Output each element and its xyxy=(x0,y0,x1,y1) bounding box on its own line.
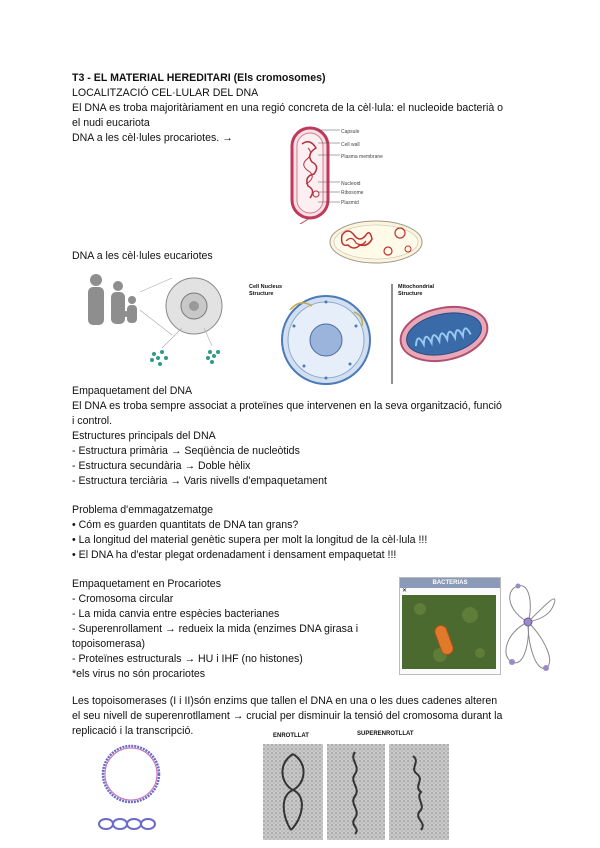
label-mitochondrial: Mitochondrial xyxy=(398,284,435,290)
packaging-heading: Empaquetament del DNA xyxy=(72,385,193,397)
intro-line-1: El DNA es troba majoritàriament en una regió concreta de la cèl·lula: el nucleoide bacterià o xyxy=(72,102,504,114)
prok-packaging-heading: Empaquetament en Procariotes xyxy=(72,578,221,590)
label-plasmid: Plasmid xyxy=(341,199,359,206)
circular-dna-diagram xyxy=(96,742,166,842)
storage-item-2: • La longitud del material genètic supera per molt la longitud de la cèl·lula !!! xyxy=(72,534,428,546)
topo-line-2: el seu nivell de superenrotllament → crucial per disminuir la tensió del cromosoma durant la xyxy=(72,710,503,722)
bacterium-cross-section xyxy=(328,219,424,265)
topo-line-3: replicació i la transcripció. xyxy=(72,725,194,737)
bacteria-figure xyxy=(399,577,501,675)
mitochondrion-diagram xyxy=(398,300,490,368)
bacteria-photo xyxy=(400,595,498,671)
bacteria-figure-title: BACTERIAS xyxy=(400,578,500,588)
page-title: T3 - EL MATERIAL HEREDITARI (Els cromosomes) xyxy=(72,72,326,84)
label-enrotllat: ENROTLLAT xyxy=(273,733,309,739)
structure-tertiary: - Estructura terciària → Varis nivells d'empaquetament xyxy=(72,475,327,487)
bacterium-labels xyxy=(341,126,383,209)
mitochondrial-structure-label xyxy=(398,284,434,298)
close-icon: ✕ xyxy=(402,588,408,594)
label-capsule: Capsule xyxy=(341,129,360,135)
label-structure-2: Structure xyxy=(398,291,423,297)
prok-item-2: - La mida canvia entre espècies bacterianes xyxy=(72,608,280,620)
label-structure-1: Structure xyxy=(249,291,274,297)
human-cell-zoom-diagram xyxy=(82,270,247,375)
section-subtitle: LOCALITZACIÓ CEL·LULAR DEL DNA xyxy=(72,87,259,99)
storage-item-3: • El DNA ha d'estar plegat ordenadament i densament empaquetat !!! xyxy=(72,549,397,561)
label-cell-wall: Cell wall xyxy=(341,141,360,148)
structure-secondary: - Estructura secundària → Doble hèlix xyxy=(72,460,251,472)
prok-item-4: topoisomerasa) xyxy=(72,638,146,650)
eukaryote-line: DNA a les cèl·lules eucariotes xyxy=(72,250,213,262)
prokaryote-line: DNA a les cèl·lules procariotes. → xyxy=(72,132,233,144)
structures-heading: Estructures principals del DNA xyxy=(72,430,216,442)
structure-primary: - Estructura primària → Seqüència de nucleòtids xyxy=(72,445,300,457)
topo-line-1: Les topoisomerases (I i II)són enzims que tallen el DNA en una o les dues cadenes alteren xyxy=(72,695,498,707)
supercoiled-chromosome-diagram xyxy=(498,582,560,674)
label-plasma-membrane: Plasma membrane xyxy=(341,154,383,160)
packaging-line-2: i control. xyxy=(72,415,113,427)
intro-line-2: el nudi eucariota xyxy=(72,117,150,129)
label-cell-nucleus: Cell Nucleus xyxy=(249,284,283,290)
label-nucleoid: Nucleoid xyxy=(341,180,361,187)
prok-item-3: - Superenrollament → redueix la mida (enzimes DNA girasa i xyxy=(72,623,359,635)
dna-micrographs xyxy=(263,744,451,840)
label-ribosome: Ribosome xyxy=(341,190,364,196)
prok-item-5: - Proteïnes estructurals → HU i IHF (no histones) xyxy=(72,653,303,665)
storage-item-1: • Cóm es guarden quantitats de DNA tan grans? xyxy=(72,519,299,531)
bacterium-leader-lines xyxy=(318,126,340,206)
figure-divider xyxy=(388,284,396,384)
packaging-line-1: El DNA es troba sempre associat a proteïnes que intervenen en la seva organització, funció xyxy=(72,400,502,412)
label-superenrotllat: SUPERENROTLLAT xyxy=(357,731,414,737)
storage-heading: Problema d'emmagatzematge xyxy=(72,504,213,516)
nucleus-structure-diagram xyxy=(264,286,389,386)
prok-item-1: - Cromosoma circular xyxy=(72,593,174,605)
prok-item-6: *els virus no són procariotes xyxy=(72,668,206,680)
